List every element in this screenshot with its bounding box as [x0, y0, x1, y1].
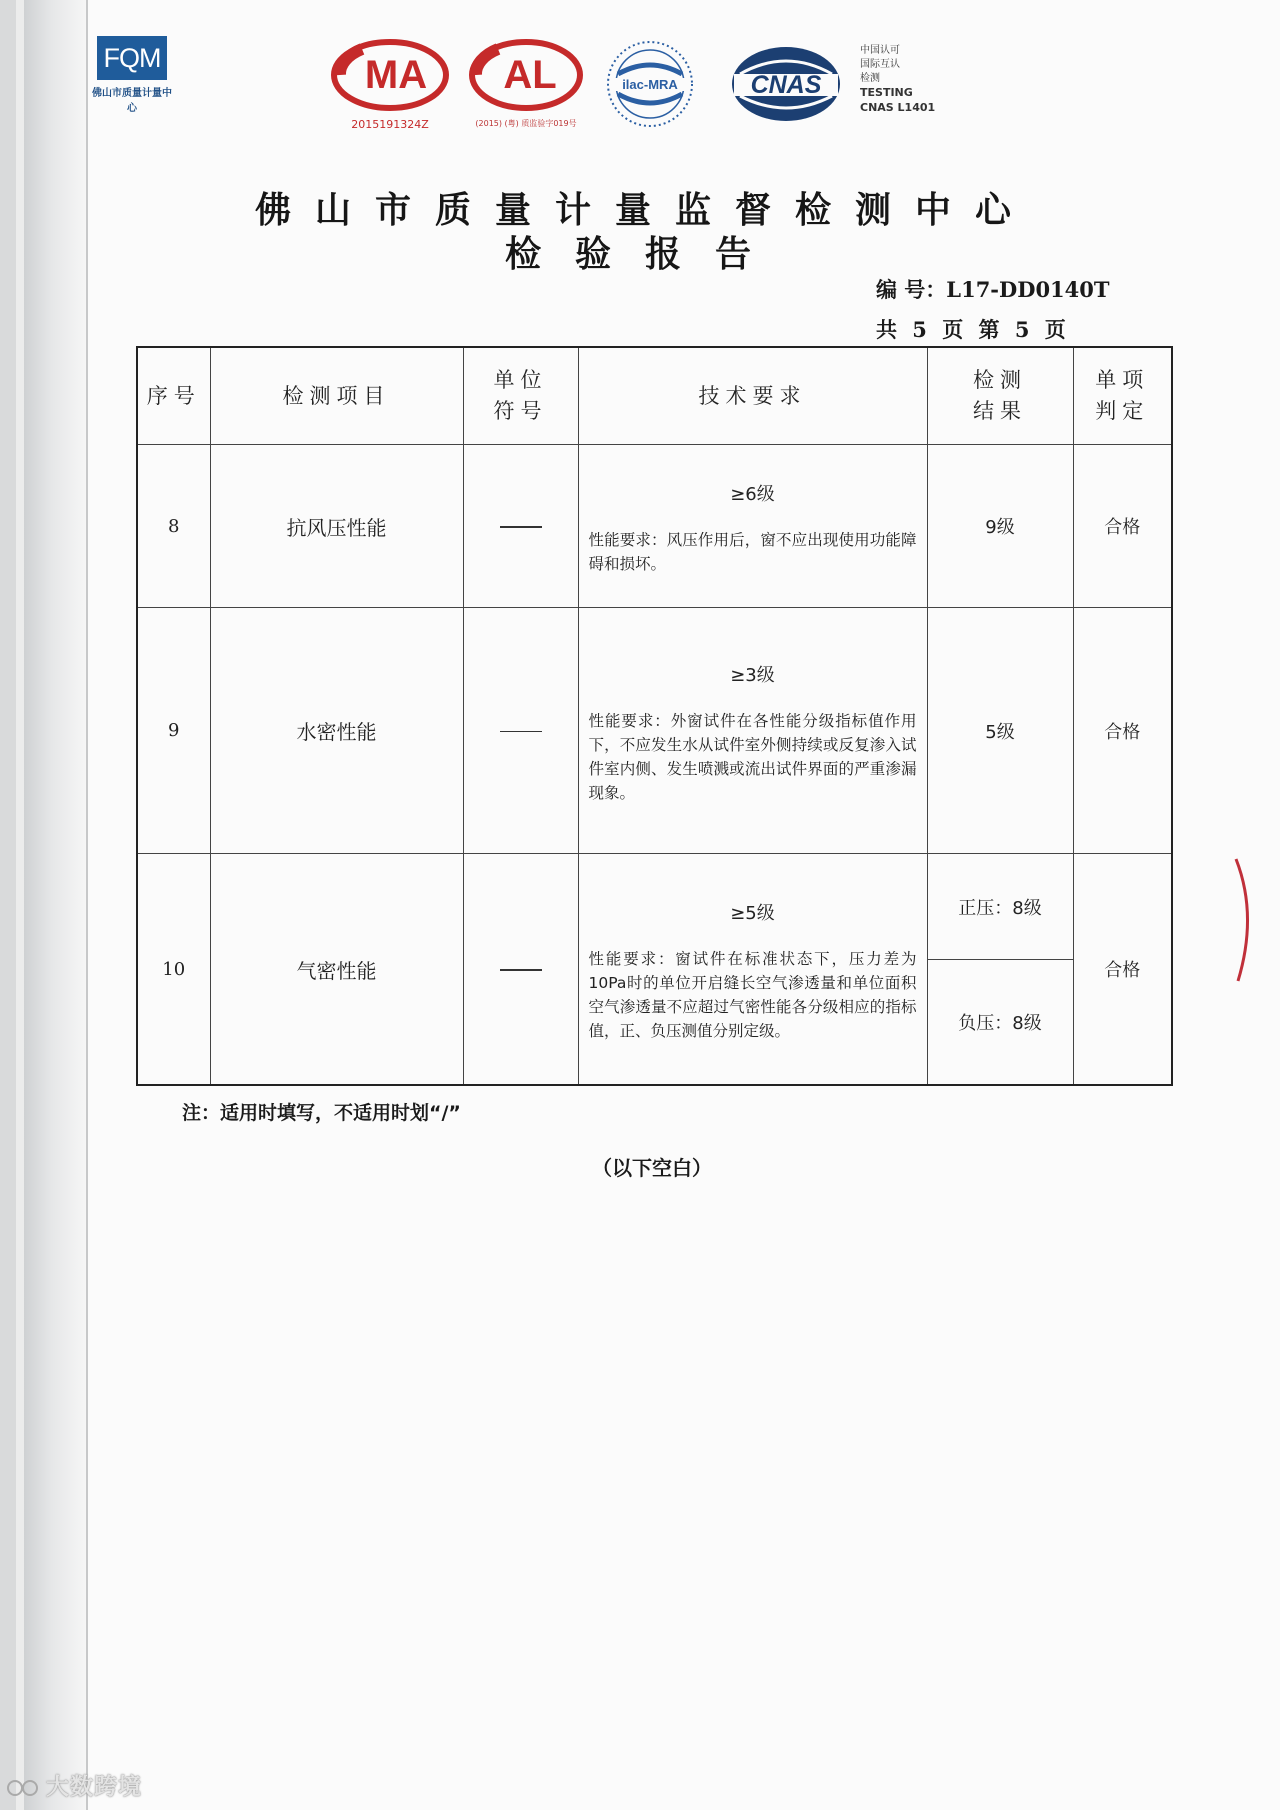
- cnas-logo-icon: [730, 44, 842, 124]
- row-requirement: [578, 445, 927, 608]
- cal-number: (2015) (粤) 质监验字019号: [475, 119, 577, 128]
- watermark: [6, 1768, 142, 1801]
- table-row: [137, 854, 1172, 960]
- cal-logo: [468, 38, 584, 129]
- blank-notice: （以下空白）: [592, 1156, 712, 1180]
- header-unit-line2: 符号: [493, 399, 548, 423]
- cma-logo: [330, 38, 450, 131]
- header-verdict-line2: 判定: [1095, 399, 1150, 423]
- row-item: 抗风压性能: [210, 445, 463, 608]
- fqm-logo: [92, 36, 172, 114]
- row-result-positive: 正压：8级: [927, 854, 1073, 960]
- header-item: 检测项目: [210, 347, 463, 445]
- report-title-org: 佛山市质量计量监督检测中心: [254, 190, 1035, 231]
- cnas-logo: [730, 44, 842, 128]
- header-result-line1: 检测: [973, 368, 1027, 392]
- results-table: [136, 346, 1173, 1086]
- requirement-grade: ≥6级: [730, 484, 775, 505]
- scan-line: [86, 0, 88, 1810]
- dash-mark: [500, 731, 542, 733]
- row-unit: [463, 445, 578, 608]
- row-seq: 9: [137, 608, 210, 854]
- header-requirement: 技术要求: [578, 347, 927, 445]
- row-verdict: 合格: [1073, 445, 1172, 608]
- fqm-logo-mark: FQM: [97, 36, 167, 80]
- header-result: [927, 347, 1073, 445]
- row-result: 9级: [927, 445, 1073, 608]
- seal-fragment-icon: [1232, 855, 1262, 985]
- cma-logo-text: MA: [364, 53, 428, 97]
- requirement-text: 性能要求：窗试件在标准状态下，压力差为10Pa时的单位开启缝长空气渗透量和单位面积空气渗透量不应超过气密性能各分级相应的指标值，正、负压测值分别定级。: [588, 950, 917, 1040]
- report-number: 编 号：L17-DD0140T: [876, 277, 1110, 302]
- requirement-text: 性能要求：风压作用后，窗不应出现使用功能障碍和损坏。: [588, 531, 917, 573]
- row-result: 5级: [927, 608, 1073, 854]
- cnas-cn-line: 中国认可: [860, 45, 900, 56]
- scan-border-left: [0, 0, 16, 1810]
- table-row: [137, 608, 1172, 854]
- ilac-mra-logo-icon: [604, 38, 696, 130]
- cnas-caption: [860, 44, 970, 116]
- row-unit: [463, 854, 578, 1086]
- row-unit: [463, 608, 578, 854]
- requirement-grade: ≥3级: [730, 664, 775, 686]
- scan-border-edge: [16, 0, 24, 1810]
- cma-logo-icon: [330, 38, 450, 112]
- cal-logo-text: AL: [503, 53, 557, 97]
- table-header-row: [137, 347, 1172, 445]
- dash-mark: [500, 969, 542, 971]
- cma-number: 2015191324Z: [351, 118, 429, 131]
- cnas-testing-label: TESTING: [860, 86, 913, 99]
- row-item: 水密性能: [210, 608, 463, 854]
- requirement-text: 性能要求：外窗试件在各性能分级指标值作用下，不应发生水从试件室外侧持续或反复渗入试件室内侧、发生喷溅或流出试件界面的严重渗漏现象。: [588, 711, 917, 802]
- cnas-logo-text: CNAS: [750, 71, 822, 99]
- table-note: 注：适用时填写，不适用时划“/”: [182, 1102, 461, 1124]
- header-unit: [463, 347, 578, 445]
- watermark-logo-icon: [6, 1776, 40, 1800]
- table-row: [137, 445, 1172, 608]
- row-requirement: [578, 608, 927, 854]
- header-seq: 序号: [137, 347, 210, 445]
- cnas-cn-line: 国际互认: [860, 59, 900, 70]
- row-verdict: 合格: [1073, 608, 1172, 854]
- watermark-text: 大数跨境: [46, 1774, 142, 1800]
- header-result-line2: 结果: [973, 399, 1027, 423]
- row-verdict: 合格: [1073, 854, 1172, 1086]
- dash-mark: [500, 526, 542, 528]
- ilac-mra-logo: [604, 38, 696, 134]
- ilac-mra-logo-text: ilac-MRA: [622, 77, 678, 92]
- scan-shadow: [24, 0, 86, 1810]
- cnas-cn-line: 检测: [860, 73, 880, 84]
- row-item: 气密性能: [210, 854, 463, 1086]
- header-unit-line1: 单位: [493, 368, 548, 392]
- cal-logo-icon: [468, 38, 584, 112]
- row-seq: 8: [137, 445, 210, 608]
- row-seq: 10: [137, 854, 210, 1086]
- fqm-logo-caption: 佛山市质量计量中心: [92, 88, 172, 114]
- requirement-grade: ≥5级: [730, 903, 775, 924]
- report-title-type: 检验报告: [504, 234, 785, 275]
- header-verdict-line1: 单项: [1095, 368, 1150, 392]
- row-result-negative: 负压：8级: [927, 960, 1073, 1086]
- header-verdict: [1073, 347, 1172, 445]
- page-info: 共 5 页 第 5 页: [876, 317, 1066, 342]
- cnas-code: CNAS L1401: [860, 101, 936, 114]
- row-requirement: [578, 854, 927, 1086]
